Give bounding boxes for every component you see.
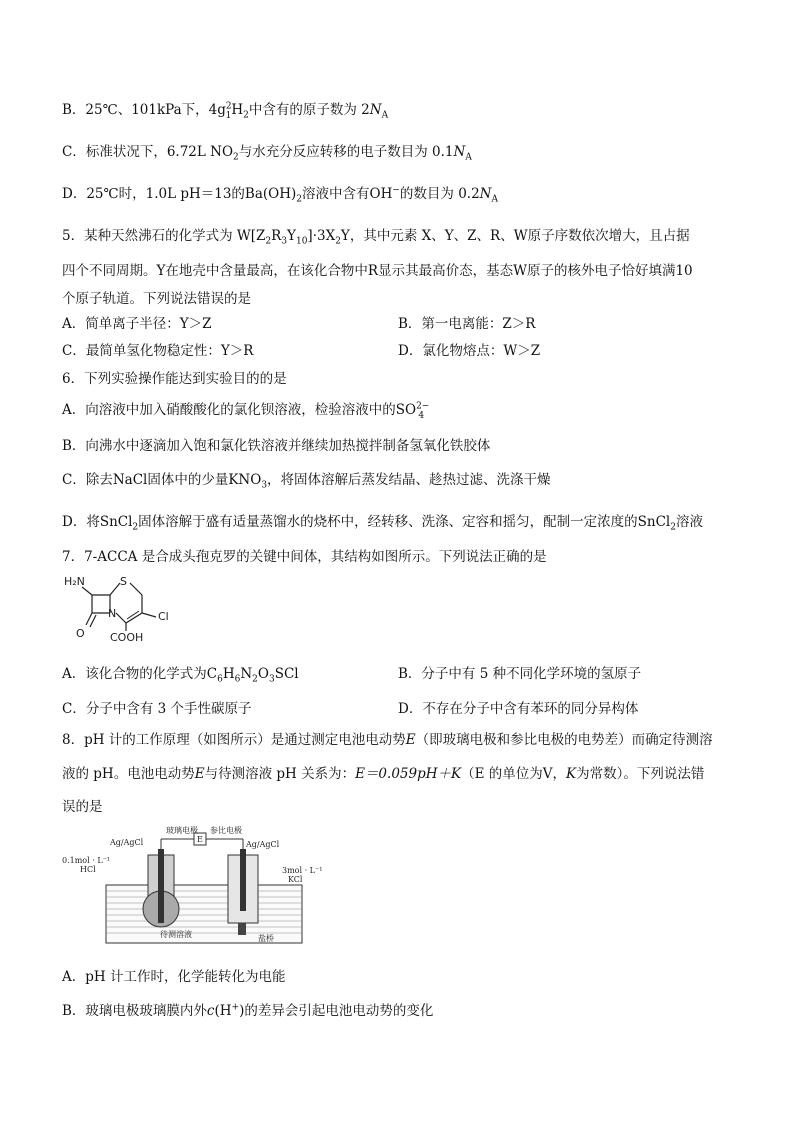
q6-option-a: A．向溶液中加入硝酸酸化的氯化钡溶液，检验溶液中的$SO^{2-}_4$ [62, 401, 430, 421]
q8-stem-line3: 误的是 [62, 799, 103, 815]
q8-option-b: B．玻璃电极玻璃膜内外c(H+)的差异会引起电池电动势的变化 [62, 1002, 434, 1019]
q5-option-c: C．最简单氢化物稳定性：Y＞R [62, 343, 254, 359]
struct-h2n-label: H₂N [64, 575, 85, 588]
q5-stem-line2: 四个不同周期。Y在地壳中含量最高，在该化合物中R显示其最高价态，基态W原子的核外电子恰好填满10 [62, 263, 693, 279]
hcl-label: HCl [80, 865, 96, 874]
structure-diagram-7-acca [62, 573, 192, 645]
q5-stem-line3: 个原子轨道。下列说法错误的是 [62, 291, 251, 307]
q5-stem-line1: 5．某种天然沸石的化学式为 $W[Z_2R_3Y_{10}]\cdot 3X_2Y$，其中元素 X、Y、Z、R、W原子序数依次增大，且占据 [62, 228, 690, 247]
q4-option-d: D．25℃时，1.0L pH＝13的$Ba(OH)_2$溶液中含有OH−的数目为 $0.2N_A$ [62, 185, 498, 205]
q8-stem-line1: 8．pH 计的工作原理（如图所示）是通过测定电池电动势E（即玻璃电极和参比电极的电势差）而确定待测溶 [62, 732, 713, 748]
q7-option-c: C．分子中含有 3 个手性碳原子 [62, 701, 252, 717]
q7-option-d: D．不存在分子中含有苯环的同分异构体 [398, 701, 639, 717]
q8-stem-line2: 液的 pH。电池电动势E与待测溶液 pH 关系为：E＝0.059pH＋K（E 的单位为V，K为常数）。下列说法错 [62, 766, 705, 782]
hcl-concentration-label: 0.1mol · L⁻¹ [62, 856, 111, 865]
q6-option-d: D．将SnCl$_2$固体溶解于盛有适量蒸馏水的烧杯中，经转移、洗涤、定容和摇匀，配制一定浓度的SnCl$_2$溶液 [62, 514, 703, 533]
reference-electrode-label: 参比电极 [210, 826, 242, 835]
salt-bridge-label: 盐桥 [258, 934, 274, 943]
struct-s-label: S [120, 575, 127, 588]
right-agcl-label: Ag/AgCl [246, 840, 280, 849]
q7-stem: 7．7-ACCA 是合成头孢克罗的关键中间体，其结构如图所示。下列说法正确的是 [62, 549, 547, 565]
struct-cooh-label: COOH [110, 631, 144, 644]
q7-option-b: B．分子中有 5 种不同化学环境的氢原子 [398, 666, 642, 682]
q4-option-c: C．标准状况下，6.72L $NO_2$与水充分反应转移的电子数目为 $0.1N_A$ [62, 144, 472, 163]
q6-option-b: B．向沸水中逐滴加入饱和氯化铁溶液并继续加热搅拌制备氢氧化铁胶体 [62, 438, 491, 454]
kcl-concentration-label: 3mol · L⁻¹ [282, 866, 323, 875]
kcl-label: KCl [288, 875, 303, 884]
emf-box-label: E [197, 835, 203, 844]
q6-stem: 6．下列实验操作能达到实验目的的是 [62, 371, 287, 387]
q5-option-a: A．简单离子半径：Y＞Z [62, 316, 212, 332]
q5-option-b: B．第一电离能：Z＞R [398, 316, 536, 332]
q5-option-d: D．氯化物熔点：W＞Z [398, 343, 541, 359]
struct-n-label: N [108, 607, 117, 620]
struct-o-label: O [76, 627, 85, 640]
struct-cl-label: Cl [158, 610, 169, 623]
q8-option-a: A．pH 计工作时，化学能转化为电能 [62, 969, 286, 985]
test-solution-label: 待测溶液 [160, 930, 192, 939]
glass-electrode-label: 玻璃电极 [166, 826, 198, 835]
q7-option-a: A．该化合物的化学式为$C_6H_6N_2O_3SCl$ [62, 666, 299, 685]
q6-option-c: C．除去NaCl固体中的少量$KNO_3$，将固体溶解后蒸发结晶、趁热过滤、洗涤干燥 [62, 472, 551, 491]
left-agcl-label: Ag/AgCl [110, 838, 144, 847]
q4-option-b: B．25℃、101kPa下，$4g^2_1H_2$中含有的原子数为 $2N_A$ [62, 101, 389, 121]
ph-meter-diagram [62, 825, 332, 945]
